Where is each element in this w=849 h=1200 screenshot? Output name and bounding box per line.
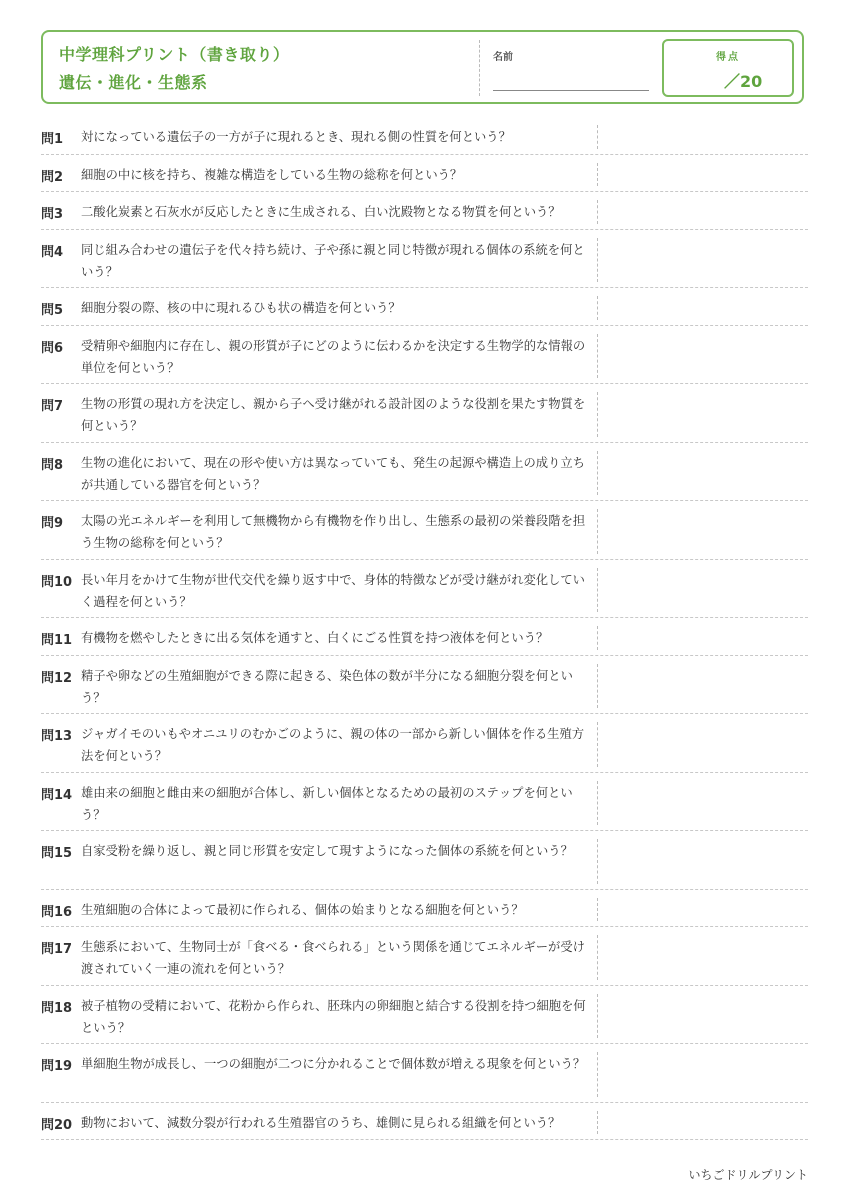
question-text: ジャガイモのいもやオニユリのむかごのように、親の体の一部から新しい個体を作る生殖方法を何という？ [81, 727, 585, 763]
question-number: 問13 [41, 729, 73, 744]
answer-field[interactable] [597, 781, 809, 826]
worksheet-subtitle: 遺伝・進化・生態系 [59, 73, 208, 92]
answer-field[interactable] [597, 125, 809, 149]
answer-field[interactable] [597, 722, 809, 767]
question-row [41, 831, 808, 890]
question-number: 問1 [41, 132, 64, 147]
question-text: 太陽の光エネルギーを利用して無機物から有機物を作り出し、生態系の最初の栄養段階を担う生物の総称を何という？ [81, 514, 586, 550]
answer-field[interactable] [597, 509, 809, 554]
question-number: 問12 [41, 670, 73, 686]
question-row [41, 117, 808, 155]
question-row [41, 986, 808, 1045]
name-label: 名前 [493, 52, 513, 63]
question-row [41, 714, 808, 773]
question-text: 受精卵や細胞内に存在し、親の形質が子にどのように伝わるかを決定する生物学的な情報の単位を何という？ [81, 338, 586, 375]
question-row [41, 1044, 808, 1103]
footer-brand: いちごドリルプリント [688, 1168, 808, 1182]
question-text: 自家受粉を繰り返し、親と同じ形質を安定して現すようになった個体の系統を何という？ [81, 844, 573, 858]
question-number: 問20 [41, 1117, 73, 1133]
question-list [41, 117, 808, 1140]
question-text: 二酸化炭素と石灰水が反応したときに生成される、白い沈殿物となる物質を何という？ [81, 205, 561, 219]
answer-field[interactable] [597, 1052, 809, 1097]
question-text: 精子や卵などの生殖細胞ができる際に起きる、染色体の数が半分になる細胞分裂を何という？ [81, 668, 573, 705]
question-number: 問11 [41, 633, 73, 648]
question-row [41, 326, 808, 385]
question-row [41, 230, 808, 289]
question-row [41, 501, 808, 560]
question-number: 問5 [41, 303, 64, 318]
question-number: 問3 [41, 207, 64, 222]
answer-field[interactable] [597, 238, 809, 283]
question-number: 問17 [41, 942, 73, 957]
question-text: 被子植物の受精において、花粉から作られ、胚珠内の卵細胞と結合する役割を持つ細胞を何という？ [81, 998, 586, 1035]
question-text: 細胞の中に核を持ち、複雑な構造をしている生物の総称を何という？ [81, 167, 463, 182]
question-row [41, 773, 808, 832]
question-row [41, 384, 808, 443]
question-row [41, 192, 808, 230]
answer-field[interactable] [597, 392, 809, 437]
question-text: 動物において、減数分裂が行われる生殖器官のうち、雄側に見られる組織を何という？ [81, 1115, 561, 1130]
question-number: 問7 [41, 399, 64, 414]
answer-field[interactable] [597, 1111, 809, 1135]
answer-field[interactable] [597, 296, 809, 320]
question-number: 問4 [41, 244, 64, 260]
question-text: 長い年月をかけて生物が世代交代を繰り返す中で、身体的特徴などが受け継がれ変化していく過程を何という？ [81, 572, 585, 609]
question-number: 問8 [41, 457, 64, 473]
question-text: 細胞分裂の際、核の中に現れるひも状の構造を何という？ [81, 301, 401, 315]
score-label: 得点 [716, 52, 740, 63]
question-text: 生態系において、生物同士が「食べる・食べられる」という関係を通じてエネルギーが受け渡されていく一連の流れを何という？ [81, 940, 585, 976]
answer-field[interactable] [597, 200, 809, 224]
question-row [41, 927, 808, 986]
question-number: 問16 [41, 904, 73, 920]
question-number: 問15 [41, 846, 73, 861]
answer-field[interactable] [597, 451, 809, 496]
answer-field[interactable] [597, 994, 809, 1039]
question-number: 問10 [41, 574, 73, 590]
question-row [41, 443, 808, 502]
score-total: ／20 [724, 72, 763, 91]
answer-field[interactable] [597, 626, 809, 650]
question-text: 対になっている遺伝子の一方が子に現れるとき、現れる側の性質を何という？ [81, 130, 511, 144]
question-row [41, 288, 808, 326]
name-field[interactable] [493, 90, 649, 91]
question-text: 単細胞生物が成長し、一つの細胞が二つに分かれることで個体数が増える現象を何という？ [81, 1057, 586, 1071]
question-number: 問2 [41, 169, 64, 185]
question-text: 生物の進化において、現在の形や使い方は異なっていても、発生の起源や構造上の成り立ちが共通している器官を何という？ [81, 455, 585, 492]
question-number: 問9 [41, 516, 64, 531]
question-row [41, 560, 808, 619]
question-number: 問18 [41, 1000, 73, 1016]
question-row [41, 155, 808, 193]
answer-field[interactable] [597, 568, 809, 613]
question-row [41, 618, 808, 656]
answer-field[interactable] [597, 163, 809, 187]
question-row [41, 656, 808, 715]
header-divider [479, 40, 480, 96]
question-text: 生物の形質の現れ方を決定し、親から子へ受け継がれる設計図のような役割を果たす物質を何という？ [81, 397, 586, 433]
question-row [41, 1103, 808, 1141]
question-text: 雄由来の細胞と雌由来の細胞が合体し、新しい個体となるための最初のステップを何という？ [81, 785, 573, 822]
question-text: 生殖細胞の合体によって最初に作られる、個体の始まりとなる細胞を何という？ [81, 902, 524, 917]
question-number: 問14 [41, 787, 73, 803]
score-box [662, 39, 794, 97]
question-text: 同じ組み合わせの遺伝子を代々持ち続け、子や孫に親と同じ特徴が現れる個体の系統を何という？ [81, 242, 585, 279]
worksheet-title: 中学理科プリント（書き取り） [59, 45, 290, 64]
question-number: 問6 [41, 340, 64, 356]
answer-field[interactable] [597, 839, 809, 884]
worksheet-header [41, 30, 804, 104]
answer-field[interactable] [597, 334, 809, 379]
question-text: 有機物を燃やしたときに出る気体を通すと、白くにごる性質を持つ液体を何という？ [81, 631, 549, 645]
answer-field[interactable] [597, 664, 809, 709]
answer-field[interactable] [597, 935, 809, 980]
question-number: 問19 [41, 1059, 73, 1074]
question-row [41, 890, 808, 928]
answer-field[interactable] [597, 898, 809, 922]
